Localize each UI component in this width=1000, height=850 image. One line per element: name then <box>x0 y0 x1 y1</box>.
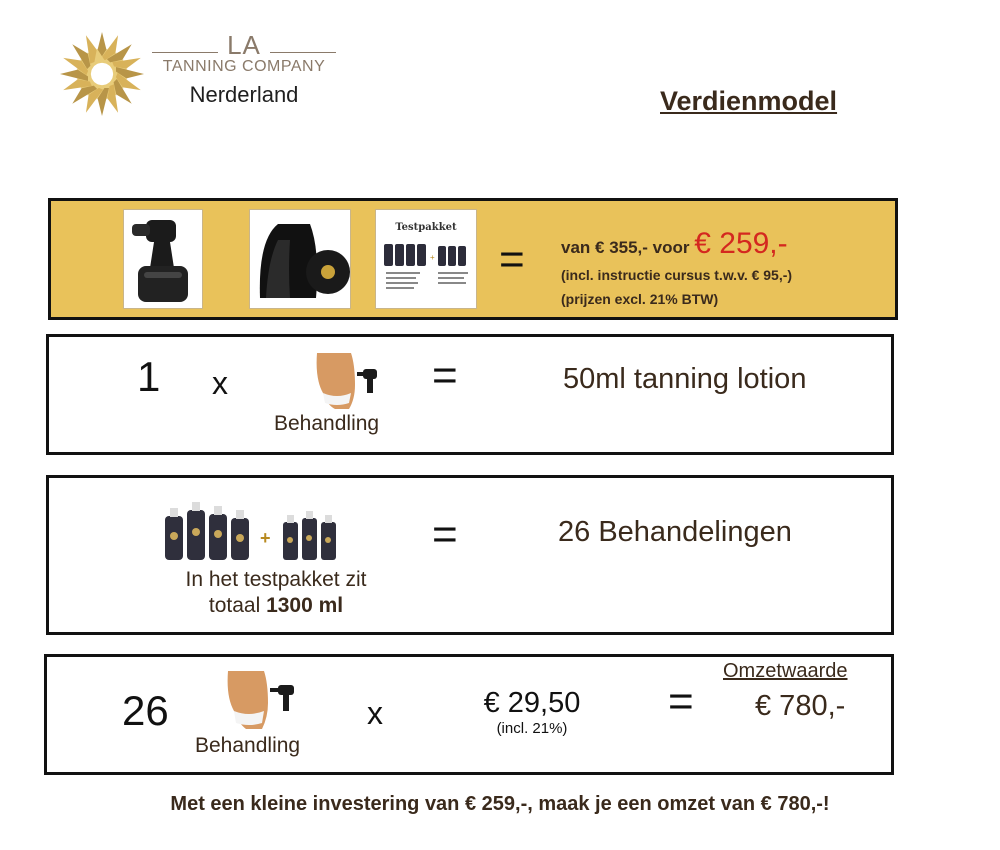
logo-brand: LA <box>152 30 336 61</box>
course-note: (incl. instructie cursus t.w.v. € 95,-) <box>561 267 793 283</box>
equals-sign: = <box>432 510 458 559</box>
revenue-panel <box>44 654 894 775</box>
price-vat-note: (incl. 21%) <box>496 720 568 737</box>
treatment-label: Behandling <box>195 734 301 757</box>
treatment-total: 26 Behandelingen <box>558 516 792 548</box>
equals-sign: = <box>499 235 525 284</box>
treatment-body-icon <box>222 667 302 733</box>
treatment-price: € 29,50 <box>483 687 581 719</box>
revenue-value: € 780,- <box>755 690 846 722</box>
tent-image <box>249 209 351 309</box>
lotion-per-treatment-panel <box>46 334 894 455</box>
caption-total-volume: 1300 ml <box>266 594 344 617</box>
treatment-label: Behandling <box>274 412 380 435</box>
equals-sign: = <box>668 677 694 726</box>
sun-logo-icon <box>58 30 146 118</box>
lotion-bottles-icon <box>161 500 351 564</box>
testpakket-caption-line1: In het testpakket zit <box>185 568 367 591</box>
multiply-sign: x <box>367 695 383 731</box>
testpakket-label: Testpakket <box>395 222 457 233</box>
plus-sign: + <box>260 528 271 548</box>
logo-country: Nerderland <box>189 82 299 107</box>
treatments-per-pack-panel <box>46 475 894 635</box>
price-line <box>561 227 788 261</box>
revenue-label: Omzetwaarde <box>723 660 848 682</box>
treatment-count: 26 <box>122 687 169 734</box>
page-title: Verdienmodel <box>660 86 838 116</box>
svg-text:+: + <box>430 253 435 262</box>
testpakket-caption-line2 <box>131 594 421 618</box>
price-prefix: van € 355,- voor <box>561 238 695 257</box>
multiply-sign: x <box>212 365 228 401</box>
equals-sign: = <box>432 351 458 400</box>
testpakket-image <box>375 209 477 309</box>
investment-summary: Met een kleine investering van € 259,-, maak je een omzet van € 780,-! <box>170 793 830 815</box>
starter-pack-panel <box>48 198 898 320</box>
spray-gun-image <box>123 209 203 309</box>
vat-note: (prijzen excl. 21% BTW) <box>561 291 719 307</box>
treatment-body-icon <box>311 349 381 413</box>
price-highlight: € 259,- <box>694 227 788 260</box>
lotion-amount: 50ml tanning lotion <box>563 363 807 395</box>
caption-prefix: totaal <box>208 594 267 617</box>
treatment-count: 1 <box>137 353 161 400</box>
logo-company: TANNING COMPANY <box>162 58 326 75</box>
